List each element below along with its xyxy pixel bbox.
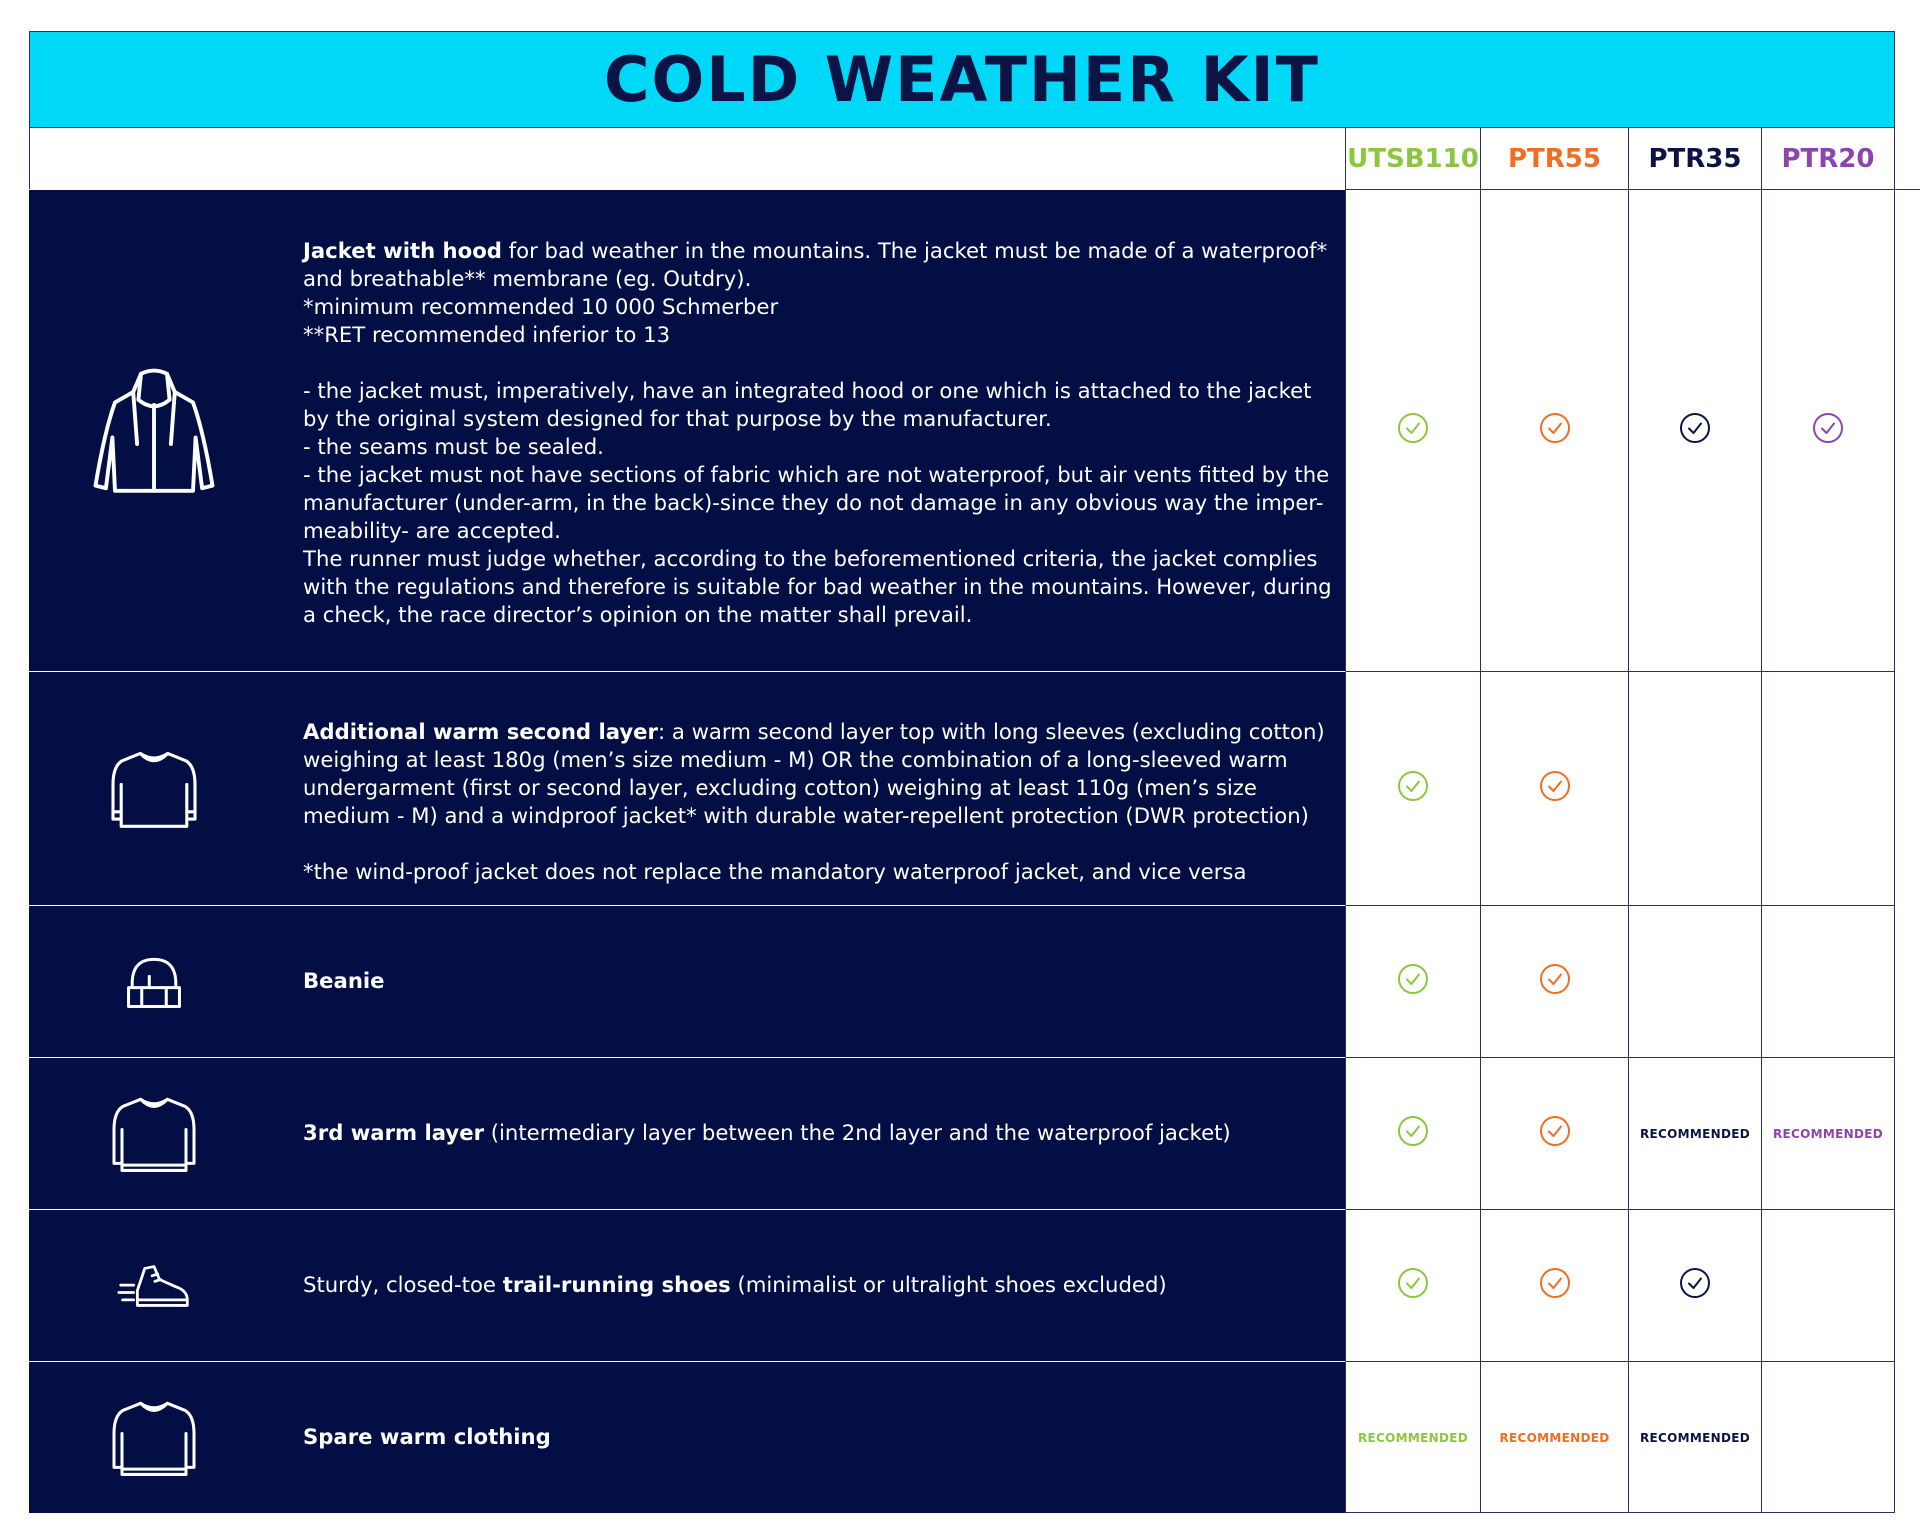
column-header-utsb110: UTSB110 <box>1345 128 1480 189</box>
check-circle-icon <box>1397 1115 1429 1152</box>
title-banner <box>29 31 1895 128</box>
grid-line <box>1345 1209 1895 1210</box>
check-circle-icon <box>1539 770 1571 807</box>
grid-line <box>1345 905 1895 906</box>
check-circle-icon <box>1397 963 1429 995</box>
check-circle-icon <box>1397 1267 1429 1299</box>
recommended-label: RECOMMENDED <box>1499 1430 1610 1445</box>
item-text: for bad weather in the mountains. The jacket must be made of a waterproof* and breathable** membrane (eg. Outdry). <box>303 238 1328 291</box>
check-circle-icon <box>1539 1267 1571 1299</box>
row-separator <box>29 905 1346 906</box>
row-description <box>303 237 1343 629</box>
column-header-ptr20: PTR20 <box>1761 128 1895 189</box>
grid-line <box>1345 1512 1895 1513</box>
item-text: (minimalist or ultralight shoes excluded) <box>730 1272 1167 1297</box>
table-row <box>29 190 1895 671</box>
column-header-row <box>29 128 1895 189</box>
row-description <box>303 967 1343 995</box>
header-blank-cell <box>29 128 1345 189</box>
item-rule: The runner must judge whether, according to the beforementioned criteria, the jacket complies with the regulations and therefore is suitable for bad weather in the mountains. However, during a check, the race director’s opinion on the matter shall prevail. <box>303 546 1332 627</box>
check-circle-icon <box>1397 770 1429 807</box>
column-header-ptr55: PTR55 <box>1480 128 1628 189</box>
check-circle-icon <box>1397 412 1429 444</box>
jacket-icon <box>29 190 279 671</box>
item-name: Jacket with hood <box>303 238 502 263</box>
check-circle-icon <box>1397 412 1429 449</box>
sweater-icon <box>29 1058 279 1209</box>
check-circle-icon <box>1679 412 1711 449</box>
long-sleeve-top-icon <box>29 672 279 905</box>
grid-line <box>29 189 1345 190</box>
table-row <box>29 906 1895 1057</box>
check-circle-icon <box>1397 770 1429 802</box>
check-circle-icon <box>1539 412 1571 449</box>
cell-utsb110 <box>1345 1210 1480 1361</box>
table-row <box>29 1362 1895 1513</box>
item-rule: - the jacket must not have sections of fabric which are not waterproof, but air vents fitted by the manufacturer (under-arm, in the back)-since they do not damage in any obvious way the imper-meability- are accepted. <box>303 462 1330 543</box>
check-circle-icon <box>1397 963 1429 1000</box>
check-circle-icon <box>1539 412 1571 444</box>
recommended-label: RECOMMENDED <box>1773 1126 1883 1141</box>
cell-ptr20 <box>1761 906 1895 1057</box>
cell-ptr35 <box>1628 906 1761 1057</box>
grid-line <box>1345 1057 1895 1058</box>
row-separator <box>29 1361 1346 1362</box>
row-separator <box>29 1057 1346 1058</box>
page-title: COLD WEATHER KIT <box>604 43 1320 116</box>
cell-ptr55 <box>1480 1362 1628 1513</box>
item-text: : a warm second layer top with long sleeves (excluding cotton) weighing at least 180g (men’s size medium - M) OR the combination of a long-sleeved warm undergarment (first or second layer, excluding cotton) weighing at least 110g (men’s size medium - M) and a windproof jacket* with durable water-repellent protection (DWR protection) <box>303 719 1325 828</box>
table-row <box>29 672 1895 905</box>
recommended-label: RECOMMENDED <box>1358 1430 1468 1445</box>
cell-ptr55 <box>1480 1058 1628 1209</box>
cell-ptr35 <box>1628 1058 1761 1209</box>
cell-ptr35 <box>1628 672 1761 905</box>
check-circle-icon <box>1679 1267 1711 1304</box>
cell-utsb110 <box>1345 1362 1480 1513</box>
check-circle-icon <box>1812 412 1844 449</box>
grid-line <box>1345 671 1895 672</box>
grid-line <box>1345 1361 1895 1362</box>
recommended-label: RECOMMENDED <box>1640 1126 1750 1141</box>
row-description <box>303 718 1343 886</box>
row-separator <box>29 671 1346 672</box>
cell-ptr35 <box>1628 1210 1761 1361</box>
cell-ptr55 <box>1480 1210 1628 1361</box>
check-circle-icon <box>1397 1267 1429 1304</box>
item-text: (intermediary layer between the 2nd layer and the waterproof jacket) <box>484 1120 1231 1145</box>
table-row <box>29 1058 1895 1209</box>
column-header-ptr35: PTR35 <box>1628 128 1761 189</box>
item-name: Beanie <box>303 968 385 993</box>
row-description <box>303 1423 1343 1451</box>
row-separator <box>29 1209 1346 1210</box>
check-circle-icon <box>1539 963 1571 1000</box>
cell-utsb110 <box>1345 906 1480 1057</box>
check-circle-icon <box>1539 770 1571 802</box>
check-circle-icon <box>1679 412 1711 444</box>
check-circle-icon <box>1539 1267 1571 1304</box>
spare-sweater-icon <box>29 1362 279 1513</box>
kit-table <box>29 31 1895 1513</box>
cell-ptr55 <box>1480 906 1628 1057</box>
cell-utsb110 <box>1345 190 1480 671</box>
item-note: **RET recommended inferior to 13 <box>303 322 671 347</box>
item-note: *minimum recommended 10 000 Schmerber <box>303 294 779 319</box>
cell-ptr35 <box>1628 1362 1761 1513</box>
table-row <box>29 1210 1895 1361</box>
cell-ptr20 <box>1761 1362 1895 1513</box>
cell-ptr55 <box>1480 672 1628 905</box>
cell-ptr20 <box>1761 1210 1895 1361</box>
running-shoe-icon <box>29 1210 279 1361</box>
row-description <box>303 1271 1343 1299</box>
check-circle-icon <box>1812 412 1844 444</box>
item-text: Sturdy, closed-toe <box>303 1272 503 1297</box>
check-circle-icon <box>1539 1115 1571 1147</box>
row-description <box>303 1119 1343 1147</box>
item-rule: - the jacket must, imperatively, have an integrated hood or one which is attached to the jacket by the original system designed for that purpose by the manufacturer. <box>303 378 1312 431</box>
check-circle-icon <box>1397 1115 1429 1147</box>
item-name: Spare warm clothing <box>303 1424 551 1449</box>
cell-ptr35 <box>1628 190 1761 671</box>
cell-ptr20 <box>1761 672 1895 905</box>
cell-ptr55 <box>1480 190 1628 671</box>
check-circle-icon <box>1539 963 1571 995</box>
check-circle-icon <box>1539 1115 1571 1152</box>
cell-utsb110 <box>1345 672 1480 905</box>
grid-line <box>1345 189 1920 190</box>
check-circle-icon <box>1679 1267 1711 1299</box>
item-note: *the wind-proof jacket does not replace the mandatory waterproof jacket, and vice versa <box>303 859 1247 884</box>
item-name: Additional warm second layer <box>303 719 658 744</box>
cell-utsb110 <box>1345 1058 1480 1209</box>
cell-ptr20 <box>1761 1058 1895 1209</box>
recommended-label: RECOMMENDED <box>1640 1430 1750 1445</box>
beanie-icon <box>29 906 279 1057</box>
item-rule: - the seams must be sealed. <box>303 434 604 459</box>
item-name: 3rd warm layer <box>303 1120 485 1145</box>
item-name: trail-running shoes <box>502 1272 731 1297</box>
cell-ptr20 <box>1761 190 1895 671</box>
